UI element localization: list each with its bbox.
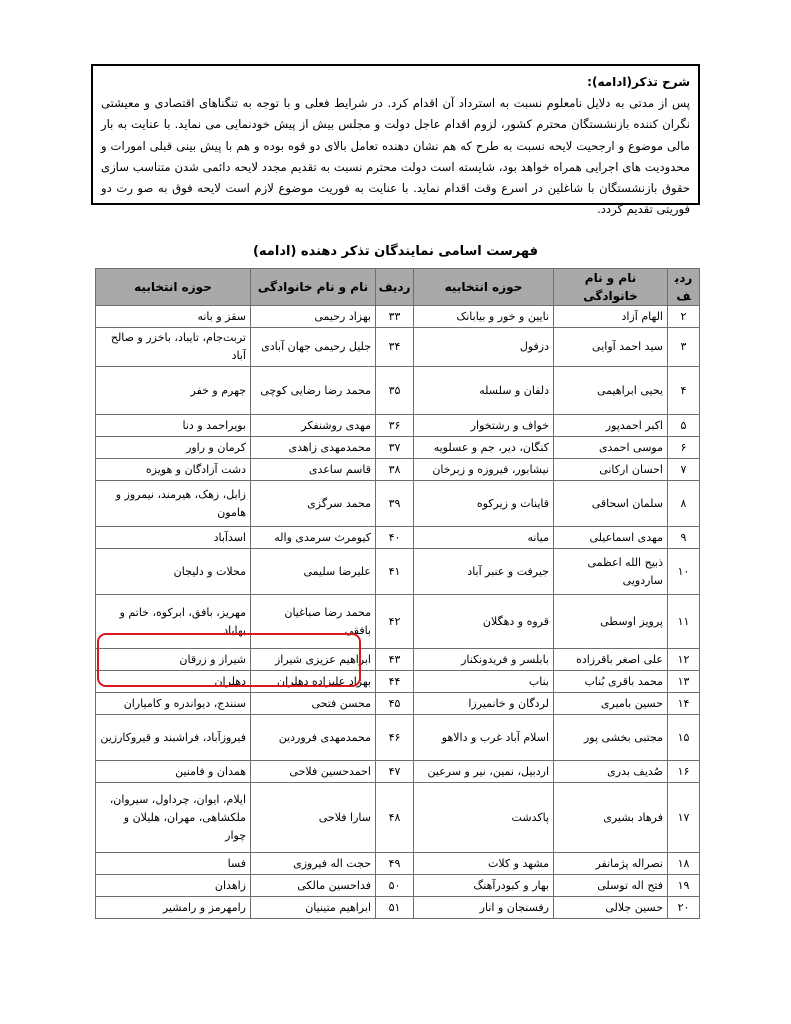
district: زابل، زهک، هیرمند، نیمروز و هامون — [96, 481, 251, 527]
row-number: ۴۸ — [376, 783, 414, 853]
member-name: احسان ارکانی — [554, 459, 668, 481]
row-number: ۶ — [668, 437, 700, 459]
district: نیشابور، فیروزه و زبرخان — [414, 459, 554, 481]
row-number: ۱۱ — [668, 595, 700, 649]
member-name: ابراهیم متینیان — [251, 897, 376, 919]
district: دزفول — [414, 328, 554, 367]
district: سنندج، دیواندره و کامیاران — [96, 693, 251, 715]
row-number: ۳۹ — [376, 481, 414, 527]
member-name: مهدی اسماعیلی — [554, 527, 668, 549]
list-title: فهرست اسامی نمایندگان تذکر دهنده (ادامه) — [252, 244, 538, 259]
row-number: ۵ — [668, 415, 700, 437]
table-row — [96, 459, 700, 481]
row-number: ۵۱ — [376, 897, 414, 919]
district: بویراحمد و دنا — [96, 415, 251, 437]
district: تربت‌جام، تایباد، باخزر و صالح آباد — [96, 328, 251, 367]
member-name: محمدمهدی زاهدی — [251, 437, 376, 459]
member-name: محمد باقری بُناب — [554, 671, 668, 693]
district: مشهد و کلات — [414, 853, 554, 875]
table-row — [96, 549, 700, 595]
table-row — [96, 306, 700, 328]
note-body: پس از مدتی به دلایل نامعلوم نسبت به استرداد آن اقدام کرد. در شرایط فعلی و با توجه به تنگناهای اقتصادی و معیشتی نگران کننده بازنشستگان محترم کشور، لزوم اقدام عاجل دولت و مجلس بیش از پیش خودنمایی می نماید. با عنایت به بار مالی موضوع و ارجحیت لایحه نسبت به طرح که هم نشان دهنده تعامل بالای دو قوه بوده و هم با پیش بینی قبلی امورات و محدودیت های اجرایی همراه خواهد بود، شایسته است دولت محترم نسبت به تقدیم مجدد لایحه دائمی شدن متناسب سازی حقوق بازنشستگان با شاغلین در اسرع وقت اقدام نماید. با عنایت به فوریت موضوع لازم است لایحه فوق به صو رت دو فوریتی تقدیم گردد. — [101, 96, 690, 217]
row-number: ۳۶ — [376, 415, 414, 437]
table-row — [96, 527, 700, 549]
highlight-circle — [97, 633, 361, 687]
header-district: حوزه انتخابیه — [414, 269, 554, 306]
member-name: حسین بامیری — [554, 693, 668, 715]
district: زاهدان — [96, 875, 251, 897]
row-number: ۱۷ — [668, 783, 700, 853]
member-name: حسین جلالی — [554, 897, 668, 919]
member-name: بهزاد علیزاده دهلران — [251, 671, 376, 693]
district: ایلام، ایوان، چرداول، سیروان، ملکشاهی، مهران، هلیلان و چوار — [96, 783, 251, 853]
row-number: ۳۷ — [376, 437, 414, 459]
note-title: شرح تذکر(ادامه): — [587, 75, 690, 89]
district: دشت آزادگان و هویزه — [96, 459, 251, 481]
member-name: صُدیف بدری — [554, 761, 668, 783]
table-row — [96, 715, 700, 761]
member-name: بهزاد رحیمی — [251, 306, 376, 328]
row-number: ۷ — [668, 459, 700, 481]
district: اردبیل، نمین، نیر و سرعین — [414, 761, 554, 783]
member-name: ابراهیم عزیزی شیراز — [251, 649, 376, 671]
note-box — [91, 64, 700, 217]
row-number: ۴۵ — [376, 693, 414, 715]
table-row — [96, 897, 700, 919]
district: فیروزآباد، فراشبند و قیروکارزین — [96, 715, 251, 761]
member-name: احمدحسین فلاحی — [251, 761, 376, 783]
row-number: ۲ — [668, 306, 700, 328]
member-name: یحیی ابراهیمی — [554, 367, 668, 415]
member-name: جلیل رحیمی جهان آبادی — [251, 328, 376, 367]
row-number: ۴۴ — [376, 671, 414, 693]
table-row — [96, 853, 700, 875]
district: دلفان و سلسله — [414, 367, 554, 415]
district: رامهرمز و رامشیر — [96, 897, 251, 919]
row-number: ۴۱ — [376, 549, 414, 595]
table-body — [96, 306, 700, 919]
header-district: حوزه انتخابیه — [96, 269, 251, 306]
member-name: محمد رضا صباغیان بافقی — [251, 595, 376, 649]
table-row — [96, 481, 700, 527]
district: جهرم و خفر — [96, 367, 251, 415]
row-number: ۳۳ — [376, 306, 414, 328]
table-row — [96, 367, 700, 415]
row-number: ۳۵ — [376, 367, 414, 415]
district: بابلسر و فریدونکنار — [414, 649, 554, 671]
member-name: پرویز اوسطی — [554, 595, 668, 649]
row-number: ۵۰ — [376, 875, 414, 897]
header-name: نام و نام خانوادگی — [251, 269, 376, 306]
district: اسلام آباد غرب و دالاهو — [414, 715, 554, 761]
table-row — [96, 415, 700, 437]
member-name: مجتبی بخشی پور — [554, 715, 668, 761]
table-header-row — [96, 269, 700, 306]
member-name: سید احمد آوایی — [554, 328, 668, 367]
member-name: سلمان اسحاقی — [554, 481, 668, 527]
member-name: قاسم ساعدی — [251, 459, 376, 481]
member-name: محمد سرگزی — [251, 481, 376, 527]
row-number: ۱۴ — [668, 693, 700, 715]
district: نایین و خور و بیابانک — [414, 306, 554, 328]
table-row — [96, 693, 700, 715]
table-row — [96, 875, 700, 897]
row-number: ۱۸ — [668, 853, 700, 875]
district: کنگان، دیر، جم و عسلویه — [414, 437, 554, 459]
member-name: کیومرث سرمدی واله — [251, 527, 376, 549]
row-number: ۲۰ — [668, 897, 700, 919]
member-name: فداحسین مالکی — [251, 875, 376, 897]
header-name: نام و نام خانوادگی — [554, 269, 668, 306]
district: سقز و بانه — [96, 306, 251, 328]
row-number: ۴۶ — [376, 715, 414, 761]
member-name: مهدی روشنفکر — [251, 415, 376, 437]
district: قروه و دهگلان — [414, 595, 554, 649]
member-name: محسن فتحی — [251, 693, 376, 715]
header-row-number: ردیف — [376, 269, 414, 306]
member-name: محمدمهدی فروردین — [251, 715, 376, 761]
table-row — [96, 437, 700, 459]
member-name: اکبر احمدپور — [554, 415, 668, 437]
row-number: ۱۶ — [668, 761, 700, 783]
district: همدان و فامنین — [96, 761, 251, 783]
row-number: ۳۴ — [376, 328, 414, 367]
district: فسا — [96, 853, 251, 875]
district: مهریز، بافق، ابرکوه، خاتم و بهاباد — [96, 595, 251, 649]
table-row — [96, 328, 700, 367]
row-number: ۱۹ — [668, 875, 700, 897]
district: کرمان و راور — [96, 437, 251, 459]
member-name: محمد رضا رضایی کوچی — [251, 367, 376, 415]
row-number: ۳۸ — [376, 459, 414, 481]
table-row — [96, 761, 700, 783]
row-number: ۴۰ — [376, 527, 414, 549]
member-name: علیرضا سلیمی — [251, 549, 376, 595]
row-number: ۴۷ — [376, 761, 414, 783]
member-name: الهام آزاد — [554, 306, 668, 328]
row-number: ۴۲ — [376, 595, 414, 649]
row-number: ۴۳ — [376, 649, 414, 671]
row-number: ۱۳ — [668, 671, 700, 693]
district: خواف و رشتخوار — [414, 415, 554, 437]
district: قاینات و زیرکوه — [414, 481, 554, 527]
district: شیراز و زرقان — [96, 649, 251, 671]
district: بهار و کبودرآهنگ — [414, 875, 554, 897]
district: جیرفت و عنبر آباد — [414, 549, 554, 595]
district: محلات و دلیجان — [96, 549, 251, 595]
member-name: علی اصغر باقرزاده — [554, 649, 668, 671]
member-name: فتح اله توسلی — [554, 875, 668, 897]
district: لردگان و خانمیرزا — [414, 693, 554, 715]
member-name: ذبیح الله اعظمی ساردویی — [554, 549, 668, 595]
row-number: ۱۰ — [668, 549, 700, 595]
header-row-number: ردیف — [668, 269, 700, 306]
row-number: ۱۵ — [668, 715, 700, 761]
row-number: ۴ — [668, 367, 700, 415]
district: اسدآباد — [96, 527, 251, 549]
district: پاکدشت — [414, 783, 554, 853]
representatives-table — [95, 268, 700, 919]
row-number: ۴۹ — [376, 853, 414, 875]
district: بناب — [414, 671, 554, 693]
table-row — [96, 783, 700, 853]
district: رفسنجان و انار — [414, 897, 554, 919]
row-number: ۹ — [668, 527, 700, 549]
member-name: حجت اله فیروزی — [251, 853, 376, 875]
district: دهلران — [96, 671, 251, 693]
member-name: موسی احمدی — [554, 437, 668, 459]
member-name: فرهاد بشیری — [554, 783, 668, 853]
row-number: ۳ — [668, 328, 700, 367]
member-name: سارا فلاحی — [251, 783, 376, 853]
row-number: ۸ — [668, 481, 700, 527]
row-number: ۱۲ — [668, 649, 700, 671]
district: میانه — [414, 527, 554, 549]
member-name: نصراله پژمانفر — [554, 853, 668, 875]
